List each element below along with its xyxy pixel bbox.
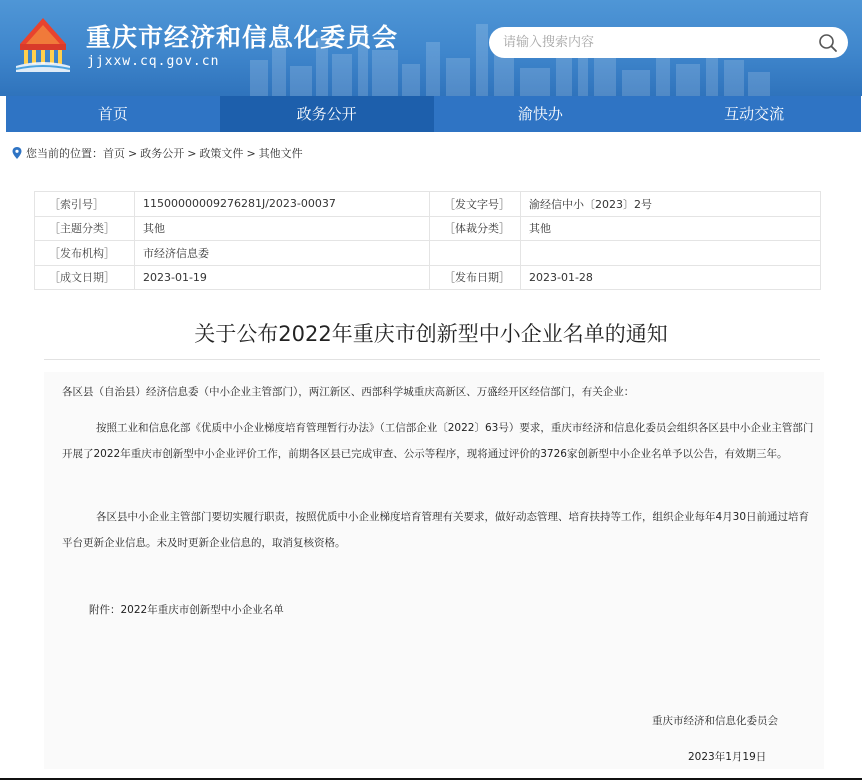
site-logo-icon[interactable]: [12, 14, 74, 74]
meta-value-empty: [521, 241, 821, 266]
nav-government-affairs[interactable]: 政务公开: [220, 96, 434, 132]
meta-label-empty: [430, 241, 521, 266]
document-date: 2023年1月19日: [688, 751, 767, 763]
meta-value-written-date: 2023-01-19: [135, 265, 430, 290]
document-meta-table: [34, 191, 821, 290]
title-divider: [44, 359, 820, 360]
meta-label-genre: ［体裁分类］: [430, 216, 521, 241]
breadcrumb-government-affairs[interactable]: 政务公开: [140, 147, 185, 160]
meta-label-topic: ［主题分类］: [35, 216, 135, 241]
breadcrumb-policy-documents[interactable]: 政策文件: [199, 147, 244, 160]
document-title: 关于公布2022年重庆市创新型中小企业名单的通知: [194, 322, 668, 346]
document-signature: 重庆市经济和信息化委员会: [652, 715, 778, 727]
meta-value-publisher: 市经济信息委: [135, 241, 430, 266]
meta-label-written-date: ［成文日期］: [35, 265, 135, 290]
search-box: [489, 27, 848, 58]
nav-home[interactable]: 首页: [97, 105, 128, 123]
meta-label-index: ［索引号］: [35, 192, 135, 217]
document-paragraph: 各区县中小企业主管部门要切实履行职责，按照优质中小企业梯度培育管理有关要求，做好动态管理、培育扶持等工作，组织企业每年4月30日前通过培育平台更新企业信息。未及时更新企业信息的，取消复核资格。: [62, 511, 810, 549]
main-nav: [6, 96, 861, 132]
document-paragraph: 按照工业和信息化部《优质中小企业梯度培育管理暂行办法》（工信部企业〔2022〕63号）要求，重庆市经济和信息化委员会组织各区县中小企业主管部门开展了2022年重庆市创新型中小企业评价工作，前期各区县已完成审查、公示等程序，现将通过评价的3726家创新型中小企业名单予以公告，有效期三年。: [62, 422, 814, 460]
breadcrumb-separator: >: [246, 146, 256, 160]
meta-value-doc-number: 渝经信中小〔2023〕2号: [521, 192, 821, 217]
breadcrumb: [12, 145, 303, 161]
site-title[interactable]: 重庆市经济和信息化委员会: [86, 23, 399, 52]
location-pin-icon: [12, 147, 22, 159]
nav-interaction[interactable]: 互动交流: [724, 105, 785, 123]
bottom-border: [0, 778, 862, 780]
site-domain: jjxxw.cq.gov.cn: [87, 54, 220, 69]
meta-label-publish-date: ［发布日期］: [430, 265, 521, 290]
meta-label-doc-number: ［发文字号］: [430, 192, 521, 217]
meta-label-publisher: ［发布机构］: [35, 241, 135, 266]
breadcrumb-home[interactable]: 首页: [103, 147, 125, 160]
breadcrumb-other-documents[interactable]: 其他文件: [258, 147, 303, 160]
breadcrumb-separator: >: [187, 146, 197, 160]
nav-yukuaiban[interactable]: 渝快办: [517, 105, 563, 123]
meta-value-publish-date: 2023-01-28: [521, 265, 821, 290]
meta-value-topic: 其他: [135, 216, 430, 241]
table-row: [35, 192, 821, 217]
table-row: [35, 265, 821, 290]
search-input[interactable]: [503, 27, 803, 58]
document-salutation: 各区县（自治县）经济信息委（中小企业主管部门），两江新区、西部科学城重庆高新区、万盛经开区经信部门，有关企业：: [62, 386, 635, 398]
site-header: [0, 0, 862, 96]
search-icon[interactable]: [816, 31, 840, 55]
meta-value-genre: 其他: [521, 216, 821, 241]
table-row: [35, 216, 821, 241]
breadcrumb-prefix: 您当前的位置：: [26, 147, 103, 160]
table-row: [35, 241, 821, 266]
document-attachment-link[interactable]: 附件：2022年重庆市创新型中小企业名单: [89, 604, 284, 616]
breadcrumb-separator: >: [128, 146, 138, 160]
meta-value-index: 11500000009276281J/2023-00037: [135, 192, 430, 217]
